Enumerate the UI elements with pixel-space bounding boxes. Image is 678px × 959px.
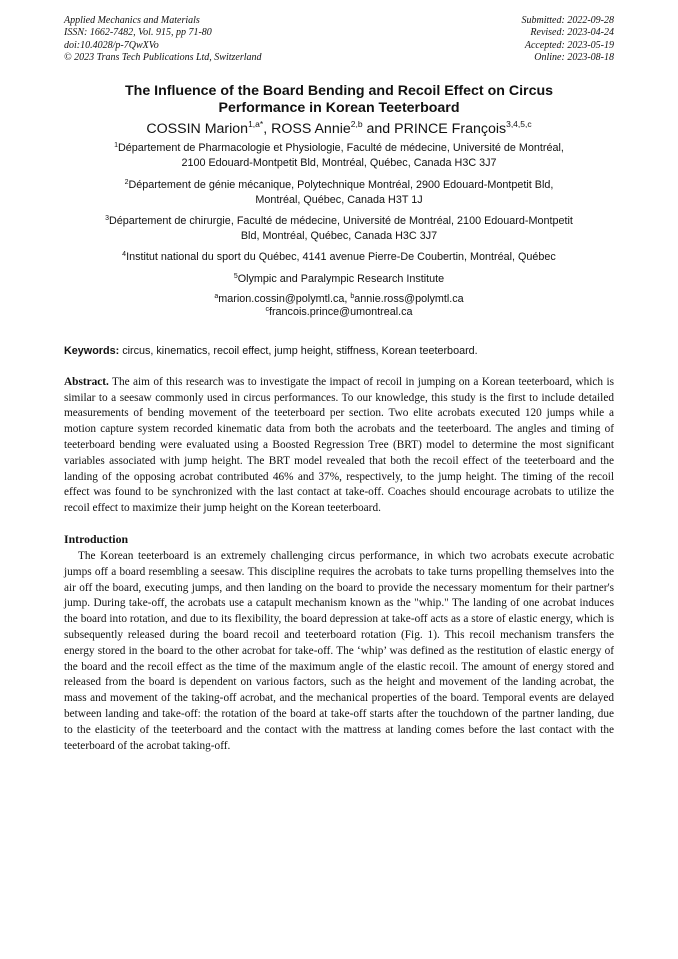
affiliation-line: Montréal, Québec, Canada H3T 1J — [255, 193, 423, 206]
submitted-date: Submitted: 2022-09-28 — [521, 15, 614, 26]
publication-dates — [522, 15, 615, 64]
abstract-text: The aim of this research was to investigate the impact of recoil in jumping on a Korean teeterboard, which is similar to a seesaw commonly used in circus performances. To our knowledge, this study is the first to include detailed measurements of bending movement of the teeterboard per section. Two elite acrobats executed 120 jumps while a motion capture system recorded kinematic data from both the acrobats and the teeterboard. The angles and timing of teeterboard bending were evaluated using a Boosted Regression Tree (BRT) model to determine the most significant variables associated with jump height. The BRT model revealed that both the recoil effect of the teeterboard and the landing of the opposing acrobat contributed 46% and 37%, respectively, to the jump height. The timing of the recoil effect was found to be synchronized with the last contact at take-off. Coaches should encourage acrobats to utilize the recoil effect to maximize their jump height on the Korean teeterboard. — [64, 375, 614, 515]
introduction-paragraph: The Korean teeterboard is an extremely challenging circus performance, in which two acrobats execute acrobatic jumps off a board resembling a seesaw. This discipline requires the acrobats to take turns propelling themselves into the air off the board, executing jumps, and then landing on the board to provide the necessary momentum for their partner's jump. During take-off, the acrobats use a catapult mechanism known as the "whip." The landing of one acrobat induces the board into rotation, and due to its flexibility, the board depression at take-off acts as a store of elastic energy, which is subsequently released during the board recoil and teeterboard rotation (Fig. 1). This recoil mechanism transfers the energy stored in the board to the other acrobat for take-off. The ‘whip’ was defined as the restitution of elastic energy of the board and the recoil effect as the time of the maximum angle of the elastic recoil. The amount of energy stored and released from the board is dependent on various factors, such as the height and movement of the landing acrobat, the mass and movement of the taking-off acrobat, and the mechanical properties of the board. Temporal events are delayed between landing and take-off: the rotation of the board at take-off starts after the touchdown of the partner landing, due to the elasticity of the teeterboard and the contact with the mattress at landing comes before the last contact with the teeterboard of the acrobat taking-off. — [64, 549, 614, 752]
keywords-text: circus, kinematics, recoil effect, jump height, stiffness, Korean teeterboard. — [119, 344, 478, 357]
author-name: PRINCE François — [394, 121, 507, 138]
author-separator: and — [362, 121, 395, 138]
email-mark: b — [350, 292, 355, 300]
section-heading-introduction: Introduction — [64, 531, 129, 546]
email-link[interactable]: annie.ross@polymtl.ca — [354, 292, 464, 305]
journal-name: Applied Mechanics and Materials — [64, 15, 200, 26]
affiliation-mark: 4 — [122, 251, 127, 259]
online-date: Online: 2023-08-18 — [534, 51, 614, 63]
affiliation-1 — [64, 141, 614, 171]
issn-line: ISSN: 1662-7482, Vol. 915, pp 71-80 — [64, 27, 212, 39]
accepted-date: Accepted: 2023-05-19 — [524, 39, 614, 51]
affiliation-mark: 1 — [114, 142, 118, 150]
keywords — [64, 344, 614, 358]
author-affiliation-mark: 2,b — [350, 119, 363, 130]
affiliation-line: 2100 Edouard-Montpetit Bld, Montréal, Québec, Canada H3C 3J7 — [181, 157, 497, 170]
affiliation-line: Bld, Montréal, Québec, Canada H3C 3J7 — [240, 230, 438, 243]
affiliation-mark: 2 — [124, 178, 129, 186]
title-line-2: Performance in Korean Teeterboard — [218, 100, 460, 117]
abstract-label: Abstract. — [64, 375, 109, 388]
keywords-label: Keywords: — [64, 344, 120, 357]
affiliation-5 — [64, 272, 614, 287]
affiliation-3 — [64, 214, 614, 244]
affiliation-line: Département de Pharmacologie et Physiologie, Faculté de médecine, Université de Montréal, — [117, 142, 564, 155]
author-separator: , — [263, 121, 272, 138]
affiliation-line: Département de génie mécanique, Polytechnique Montréal, 2900 Edouard-Montpetit Bld, — [128, 178, 554, 191]
affiliation-line: Département de chirurgie, Faculté de médecine, Université de Montréal, 2100 Edouard-Montpetit — [108, 215, 573, 227]
email-mark: c — [265, 306, 269, 314]
affiliation-line: Olympic and Paralympic Research Institute — [237, 272, 445, 285]
email-mark: a — [214, 292, 219, 300]
email-separator: , — [344, 292, 351, 305]
email-link[interactable]: francois.prince@umontreal.ca — [268, 306, 413, 319]
affiliation-4 — [64, 250, 614, 265]
affiliation-mark: 5 — [233, 272, 238, 280]
email-link[interactable]: marion.cossin@polymtl.ca — [218, 292, 345, 305]
affiliation-line: Institut national du sport du Québec, 4141 avenue Pierre-De Coubertin, Montréal, Québec — [126, 251, 556, 264]
author-name: ROSS Annie — [271, 121, 351, 138]
copyright-line: © 2023 Trans Tech Publications Ltd, Switzerland — [64, 51, 262, 63]
affiliation-2 — [64, 178, 614, 208]
author-name: COSSIN Marion — [146, 121, 249, 138]
author-emails — [64, 293, 614, 320]
paper-title — [64, 83, 614, 117]
author-affiliation-mark: 1,a* — [248, 119, 264, 130]
doi-line: doi:10.4028/p-7QwXVo — [64, 39, 159, 51]
author-affiliation-mark: 3,4,5,c — [506, 119, 532, 130]
title-line-1: The Influence of the Board Bending and Recoil Effect on Circus — [124, 83, 554, 100]
affiliation-mark: 3 — [105, 215, 109, 222]
revised-date: Revised: 2023-04-24 — [530, 27, 614, 39]
publication-header — [64, 0, 614, 64]
journal-info — [64, 15, 262, 64]
abstract — [64, 375, 614, 517]
author-list — [64, 120, 614, 139]
